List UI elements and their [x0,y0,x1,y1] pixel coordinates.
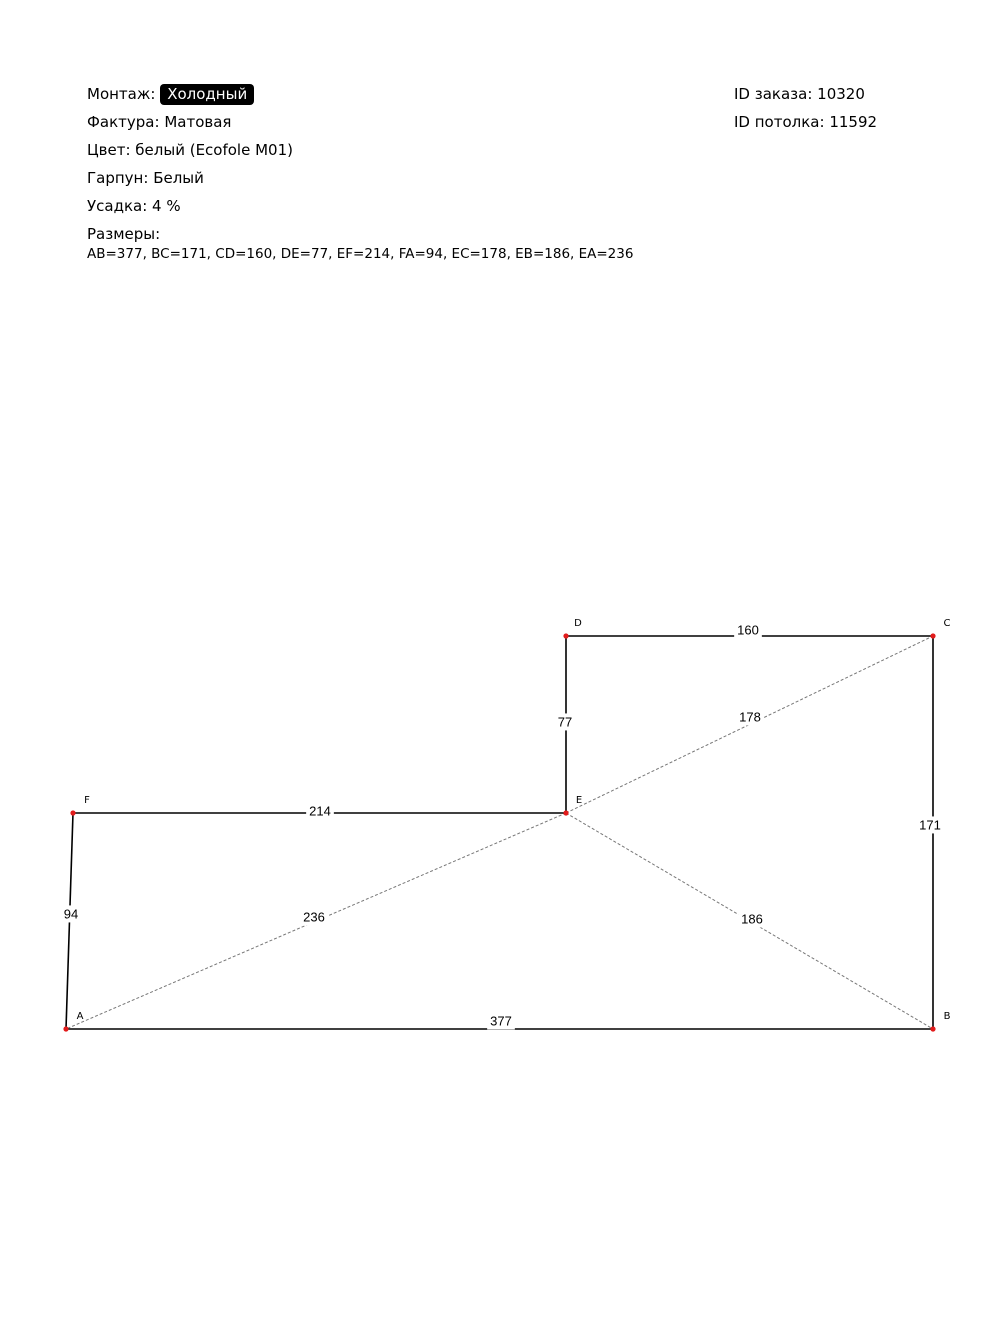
color-value: белый (Ecofole M01) [135,141,293,159]
edge-label-de: 77 [557,714,573,730]
sizes-list: AB=377, BC=171, CD=160, DE=77, EF=214, FA=94, EC=178, EB=186, EA=236 [87,246,634,262]
point-label-c: C [943,618,951,629]
point-label-a: A [76,1011,84,1022]
edge-label-ea: 236 [303,909,325,925]
harpoon-label: Гарпун: [87,169,149,187]
point-b [930,1026,935,1031]
shrink-value: 4 % [152,197,181,215]
sizes-heading: Размеры: [87,225,161,243]
ceiling-id-value: 11592 [829,113,878,131]
edge-label-ec: 178 [739,709,761,725]
edge-label-ef: 214 [309,803,331,819]
color-label: Цвет: [87,141,131,159]
point-a [63,1026,68,1031]
edge-label-fa: 94 [63,906,79,922]
order-id-label: ID заказа: [734,85,813,103]
edge-label-bc: 171 [919,817,941,833]
point-e [563,810,568,815]
texture-value: Матовая [164,113,232,131]
order-id-value: 10320 [817,85,865,103]
edge-label-ab: 377 [490,1013,512,1029]
points [63,618,950,1032]
diagonals [63,636,933,1029]
texture-label: Фактура: [87,113,160,131]
shrink-label: Усадка: [87,197,148,215]
point-d [563,633,568,638]
point-label-f: F [84,795,90,806]
edge-label-eb: 186 [741,911,763,927]
point-label-e: E [575,795,583,806]
point-label-d: D [574,618,582,629]
ceiling-id-label: ID потолка: [734,113,825,131]
edge-labels [61,621,944,1029]
point-c [930,633,935,638]
point-label-b: B [943,1011,951,1022]
point-f [70,810,75,815]
mount-label: Монтаж: [87,85,156,103]
edge-label-cd: 160 [737,622,759,638]
sides [63,636,933,1029]
harpoon-value: Белый [153,169,204,187]
mount-badge: Холодный [160,84,254,105]
